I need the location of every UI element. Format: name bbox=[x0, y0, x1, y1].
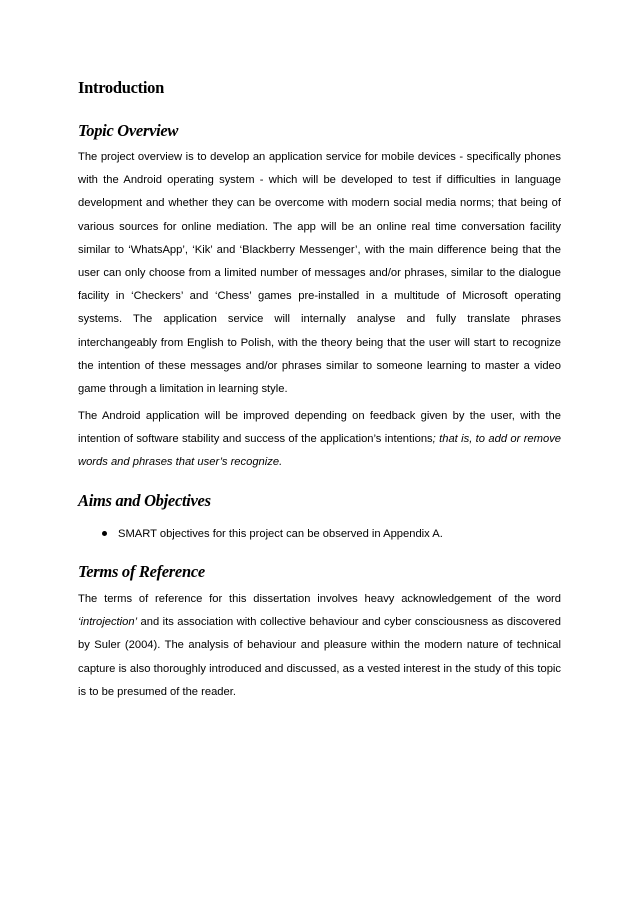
topic-overview-paragraph-1: The project overview is to develop an application service for mobile devices - specifically phones with the Android operating system - which will be developed to test if difficulties in language development and whether they can be overcome with modern social media norms; that being of various sources for online mediation. The app will be an online real time conversation facility similar to ‘WhatsApp’, ‘Kik’ and ‘Blackberry Messenger’, with the main difference being that the user can only choose from a limited number of messages and/or phrases, similar to the dialogue facility in ‘Checkers’ and ‘Chess’ games pre-installed in a multitude of Microsoft operating systems. The application service will internally analyse and fully translate phrases interchangeably from English to Polish, with the theory being that the user will start to recognize the intention of these messages and/or phrases similar to someone learning to master a video game through a limitation in learning style. bbox=[78, 151, 561, 396]
tor-rest: and its association with collective behaviour and cyber consciousness as discovered by Suler (2004). The analysis of behaviour and pleasure within the modern nature of technical capture is also thoroughly introduced and discussed, as a vested interest in the study of this topic is to be presumed of the reader. bbox=[78, 616, 561, 698]
section-heading-aims-objectives: Aims and Objectives bbox=[78, 491, 211, 510]
tor-italic-term: ‘introjection’ bbox=[78, 616, 138, 629]
bullet-list-item bbox=[118, 526, 443, 542]
page-title: Introduction bbox=[78, 78, 164, 97]
section-heading-terms-of-reference: Terms of Reference bbox=[78, 562, 205, 581]
paragraph-2-italic: ; that is, to add or remove words and phrases that user’s recognize. bbox=[78, 433, 562, 469]
tor-lead: The terms of reference for this dissertation involves heavy acknowledgement of the word bbox=[78, 593, 561, 605]
terms-of-reference-paragraph bbox=[78, 588, 561, 704]
bullet-dot-icon bbox=[102, 531, 107, 536]
bullet-text: SMART objectives for this project can be observed in Appendix A. bbox=[118, 528, 443, 540]
topic-overview-paragraph-2 bbox=[78, 405, 561, 475]
section-heading-topic-overview: Topic Overview bbox=[78, 121, 179, 140]
paragraph-2-lead: The Android application will be improved depending on feedback given by the user, with the intention of software stability and success of the application’s intentions bbox=[78, 410, 561, 446]
